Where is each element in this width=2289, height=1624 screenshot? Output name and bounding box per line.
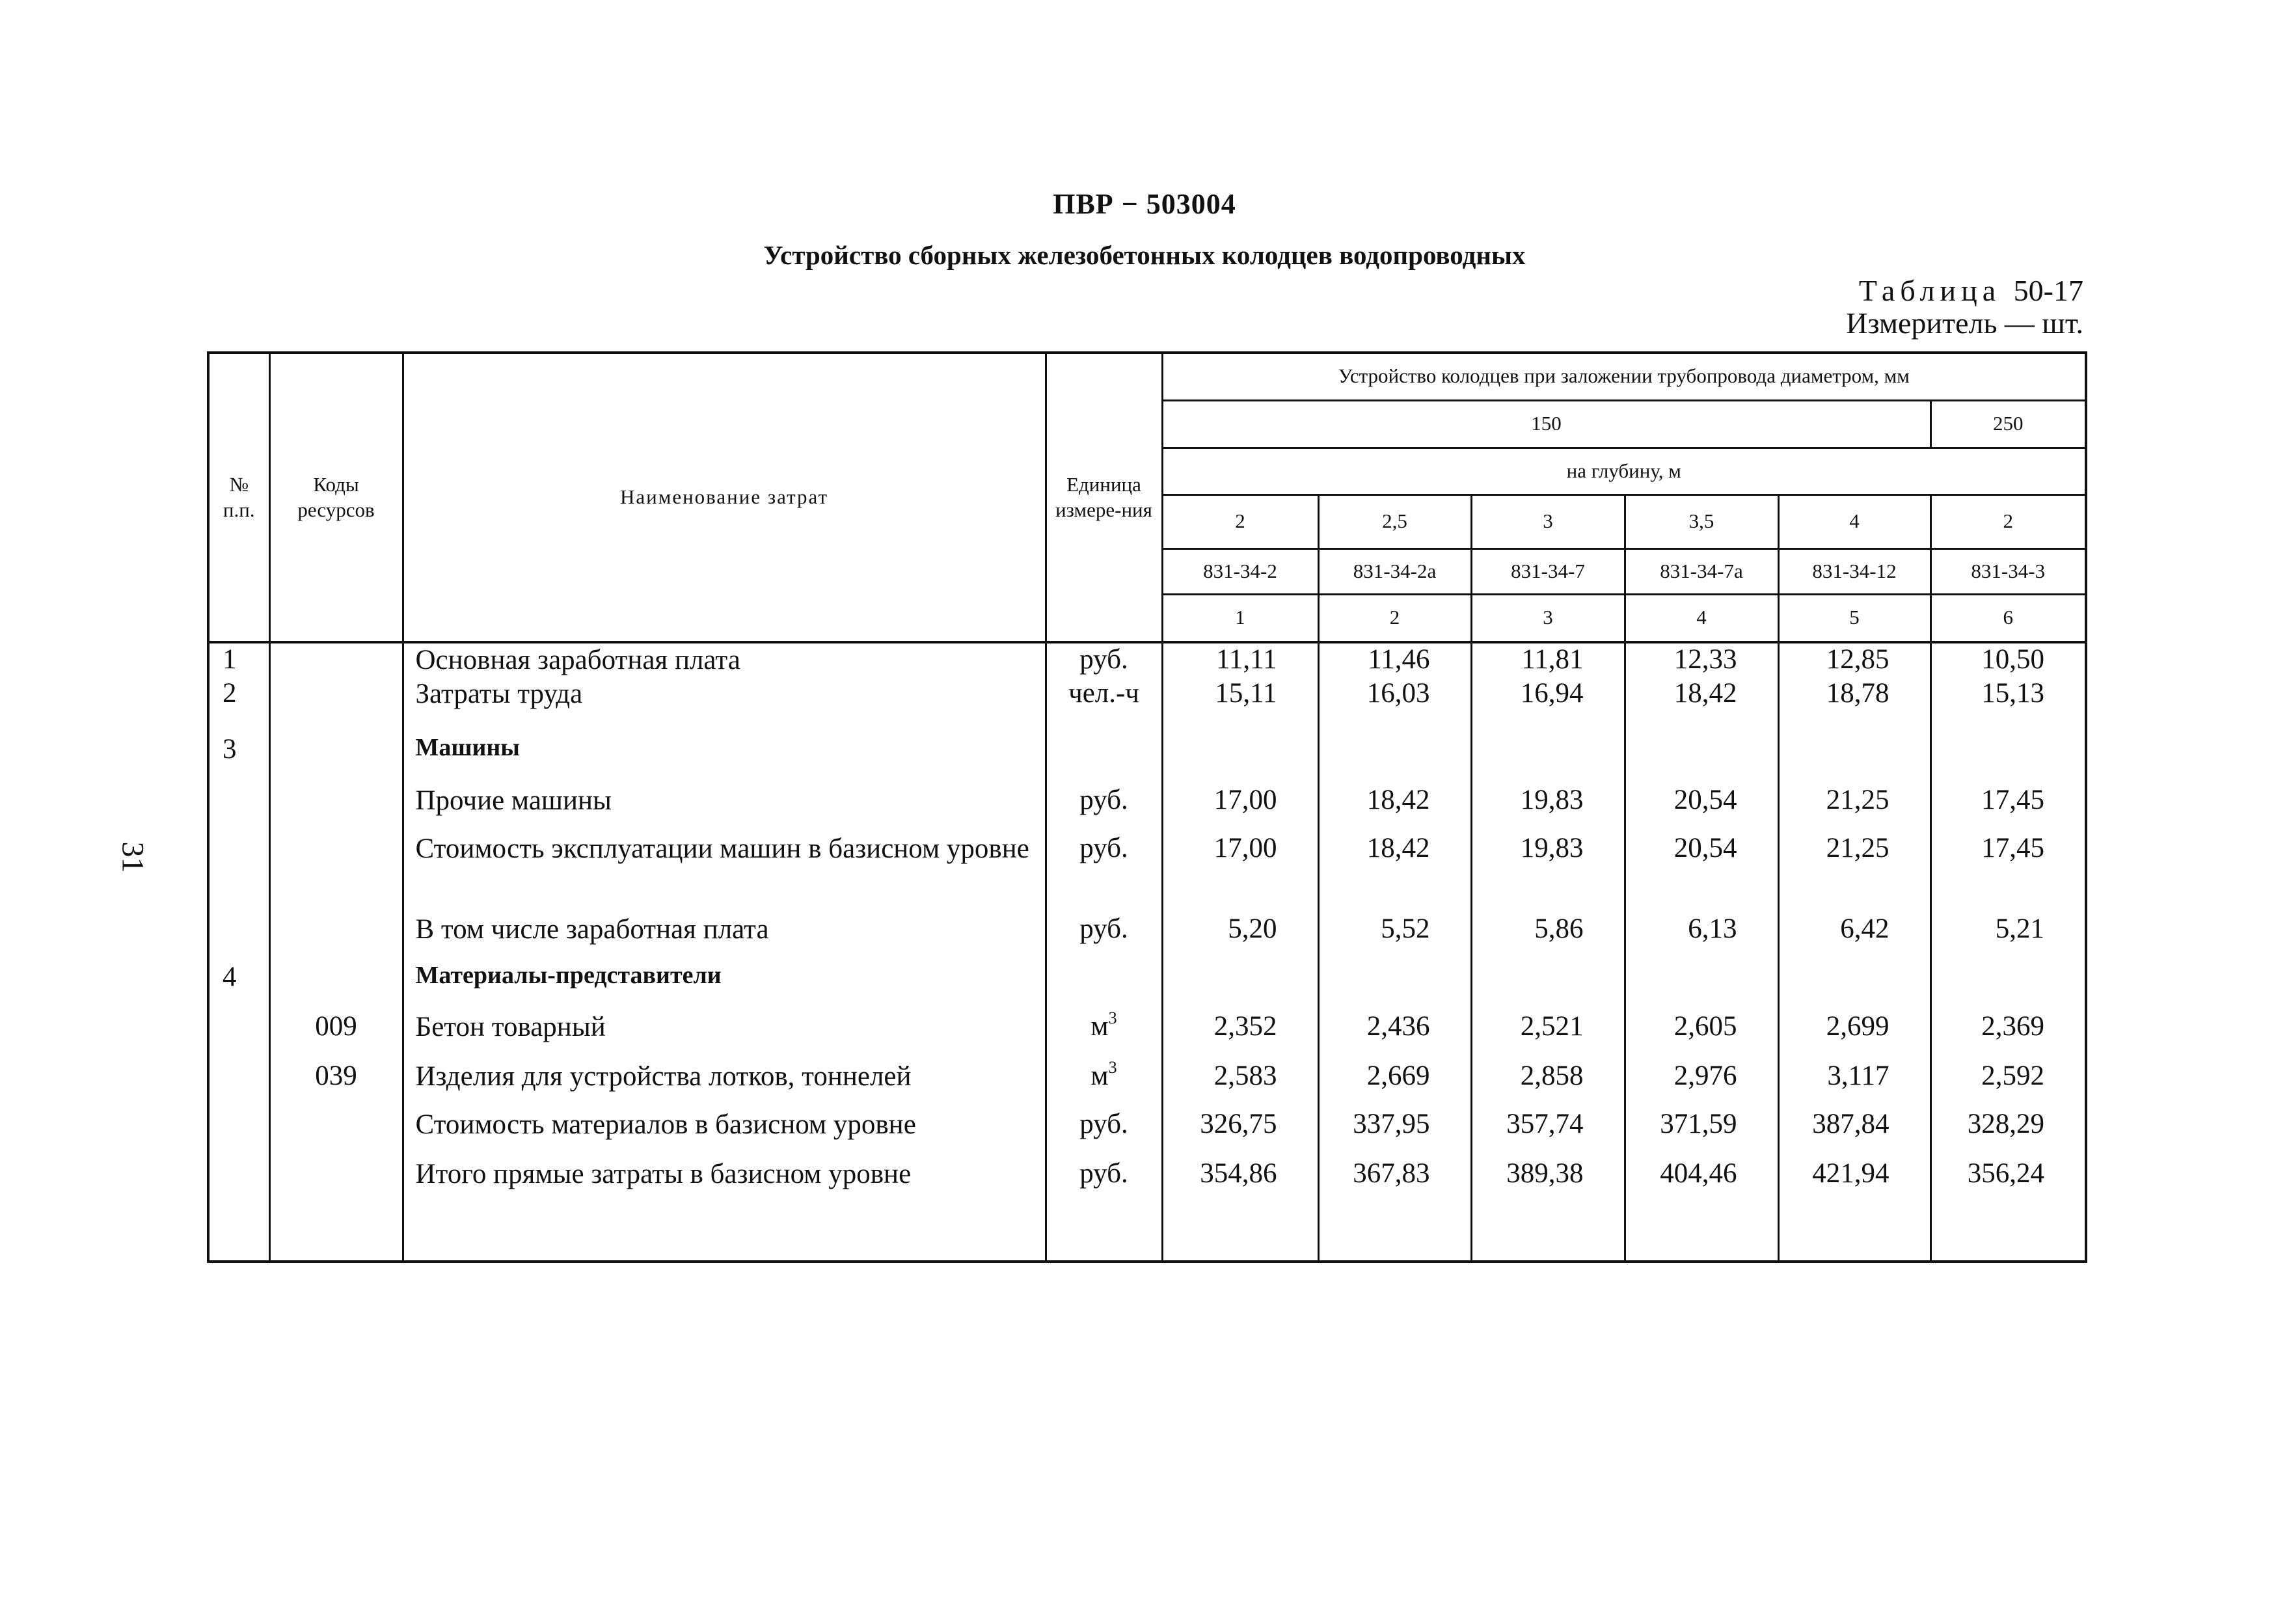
head-diameter-150: 150 (1162, 400, 1930, 448)
row-value-col-2: 16,03 (1318, 677, 1471, 728)
row-number (208, 1151, 269, 1262)
row-value-col-4: 20,54 (1625, 778, 1778, 826)
row-cost-name: Изделия для устройства лотков, тоннелей (403, 1053, 1046, 1102)
row-unit (1046, 906, 1162, 956)
row-cost-name: Основная заработная плата (403, 642, 1046, 677)
page-number: 31 (115, 841, 150, 873)
table-row (208, 728, 2086, 778)
row-value-col-3: 357,74 (1471, 1102, 1625, 1151)
head-depth-6: 2 (1930, 494, 2086, 548)
row-value-col-3 (1471, 956, 1625, 1004)
row-value-col-2: 2,436 (1318, 1004, 1471, 1053)
head-depth-5: 4 (1778, 494, 1930, 548)
row-unit-text: руб. (1079, 644, 1128, 675)
page-subtitle: Устройство сборных железобетонных колодцев водопроводных (763, 240, 1526, 270)
row-value-col-5: 6,42 (1778, 906, 1930, 956)
row-value-col-6: 2,369 (1930, 1004, 2086, 1053)
row-unit (1046, 1151, 1162, 1262)
table-row (208, 778, 2086, 826)
head-colnum-5: 5 (1778, 594, 1930, 642)
row-value-col-1: 2,583 (1162, 1053, 1318, 1102)
row-value-col-1: 17,00 (1162, 826, 1318, 906)
row-value-col-2: 5,52 (1318, 906, 1471, 956)
row-value-col-1: 354,86 (1162, 1151, 1318, 1262)
row-resource-code (269, 956, 403, 1004)
row-number (208, 906, 269, 956)
table-number-value: 50-17 (2013, 274, 2083, 307)
row-unit-text: руб. (1079, 913, 1128, 944)
row-number (208, 778, 269, 826)
row-number: 4 (208, 956, 269, 1004)
head-depth-4: 3,5 (1625, 494, 1778, 548)
head-code-col-4: 831-34-7а (1625, 548, 1778, 594)
row-unit-superscript: 3 (1108, 1008, 1117, 1027)
row-number (208, 826, 269, 906)
row-unit (1046, 1004, 1162, 1053)
table-label: Таблица (1858, 274, 2001, 307)
row-cost-name: Прочие машины (403, 778, 1046, 826)
head-code-col-1: 831-34-2 (1162, 548, 1318, 594)
row-value-col-3: 5,86 (1471, 906, 1625, 956)
head-depth-1: 2 (1162, 494, 1318, 548)
row-value-col-3: 2,858 (1471, 1053, 1625, 1102)
table-row (208, 826, 2086, 906)
head-code-col-6: 831-34-3 (1930, 548, 2086, 594)
row-value-col-2: 2,669 (1318, 1053, 1471, 1102)
row-value-col-3: 19,83 (1471, 778, 1625, 826)
row-unit (1046, 728, 1162, 778)
row-unit-text: руб. (1079, 1108, 1128, 1139)
row-unit-text: м (1090, 1060, 1109, 1091)
row-resource-code (269, 728, 403, 778)
row-unit (1046, 677, 1162, 728)
head-colnum-4: 4 (1625, 594, 1778, 642)
row-value-col-2: 18,42 (1318, 826, 1471, 906)
row-value-col-5: 2,699 (1778, 1004, 1930, 1053)
table-body (208, 642, 2086, 1262)
table-row (208, 1053, 2086, 1102)
row-value-col-2: 367,83 (1318, 1151, 1471, 1262)
row-value-col-4 (1625, 956, 1778, 1004)
table-row (208, 956, 2086, 1004)
row-value-col-1 (1162, 728, 1318, 778)
row-value-col-3: 16,94 (1471, 677, 1625, 728)
table-row (208, 906, 2086, 956)
row-number: 3 (208, 728, 269, 778)
row-number (208, 1053, 269, 1102)
row-cost-name: Материалы-представители (403, 956, 1046, 1004)
head-diameter-250: 250 (1930, 400, 2086, 448)
head-codes: Коды ресурсов (269, 353, 403, 642)
row-unit (1046, 642, 1162, 677)
row-number: 2 (208, 677, 269, 728)
row-value-col-5: 3,117 (1778, 1053, 1930, 1102)
row-unit (1046, 956, 1162, 1004)
row-resource-code (269, 677, 403, 728)
row-resource-code (269, 906, 403, 956)
row-value-col-4: 371,59 (1625, 1102, 1778, 1151)
row-value-col-6: 10,50 (1930, 642, 2086, 677)
row-cost-name: Стоимость эксплуатации машин в базисном уровне (403, 826, 1046, 906)
row-resource-code: 039 (269, 1053, 403, 1102)
row-unit (1046, 1102, 1162, 1151)
row-value-col-6: 356,24 (1930, 1151, 2086, 1262)
row-value-col-2 (1318, 728, 1471, 778)
head-colnum-6: 6 (1930, 594, 2086, 642)
row-cost-name: Стоимость материалов в базисном уровне (403, 1102, 1046, 1151)
row-value-col-4: 18,42 (1625, 677, 1778, 728)
measure-unit: Измеритель — шт. (1846, 306, 2083, 340)
head-code-col-2: 831-34-2а (1318, 548, 1471, 594)
row-resource-code (269, 1102, 403, 1151)
head-code-col-5: 831-34-12 (1778, 548, 1930, 594)
row-cost-name: Машины (403, 728, 1046, 778)
row-value-col-5: 12,85 (1778, 642, 1930, 677)
head-num: № п.п. (208, 353, 269, 642)
row-unit-superscript: 3 (1108, 1057, 1117, 1077)
row-value-col-1 (1162, 956, 1318, 1004)
row-unit-text: руб. (1079, 1157, 1128, 1189)
head-depth-3: 3 (1471, 494, 1625, 548)
table-row (208, 642, 2086, 677)
head-depth-2: 2,5 (1318, 494, 1471, 548)
row-number (208, 1004, 269, 1053)
row-value-col-6 (1930, 956, 2086, 1004)
head-name: Наименование затрат (403, 353, 1046, 642)
row-value-col-3: 389,38 (1471, 1151, 1625, 1262)
row-value-col-1: 11,11 (1162, 642, 1318, 677)
cost-table (207, 351, 2087, 1263)
row-value-col-4: 2,605 (1625, 1004, 1778, 1053)
row-value-col-2: 337,95 (1318, 1102, 1471, 1151)
row-value-col-2: 11,46 (1318, 642, 1471, 677)
row-unit-text: м (1090, 1010, 1109, 1042)
row-cost-name: Бетон товарный (403, 1004, 1046, 1053)
head-colnum-1: 1 (1162, 594, 1318, 642)
row-cost-name: В том числе заработная плата (403, 906, 1046, 956)
head-unit: Единица измере-ния (1046, 353, 1162, 642)
row-cost-name: Итого прямые затраты в базисном уровне (403, 1151, 1046, 1262)
row-value-col-5: 421,94 (1778, 1151, 1930, 1262)
row-value-col-1: 2,352 (1162, 1004, 1318, 1053)
row-resource-code (269, 1151, 403, 1262)
row-value-col-4: 12,33 (1625, 642, 1778, 677)
row-resource-code (269, 778, 403, 826)
row-unit (1046, 778, 1162, 826)
row-resource-code (269, 642, 403, 677)
table-row (208, 1102, 2086, 1151)
row-number: 1 (208, 642, 269, 677)
row-value-col-4: 6,13 (1625, 906, 1778, 956)
row-value-col-5: 18,78 (1778, 677, 1930, 728)
row-unit (1046, 1053, 1162, 1102)
row-value-col-6: 15,13 (1930, 677, 2086, 728)
row-value-col-5 (1778, 728, 1930, 778)
row-value-col-6: 17,45 (1930, 826, 2086, 906)
row-value-col-6 (1930, 728, 2086, 778)
row-value-col-4 (1625, 728, 1778, 778)
row-value-col-5 (1778, 956, 1930, 1004)
row-unit-text: чел.-ч (1068, 677, 1139, 709)
row-value-col-6: 17,45 (1930, 778, 2086, 826)
row-value-col-4: 404,46 (1625, 1151, 1778, 1262)
row-resource-code (269, 826, 403, 906)
row-unit (1046, 826, 1162, 906)
row-value-col-6: 5,21 (1930, 906, 2086, 956)
table-row (208, 1151, 2086, 1262)
row-value-col-1: 17,00 (1162, 778, 1318, 826)
head-colnum-2: 2 (1318, 594, 1471, 642)
row-value-col-6: 2,592 (1930, 1053, 2086, 1102)
row-value-col-3: 19,83 (1471, 826, 1625, 906)
row-value-col-4: 20,54 (1625, 826, 1778, 906)
page-title: ПВР − 503004 (1053, 188, 1236, 220)
head-depth: на глубину, м (1162, 448, 2086, 494)
row-value-col-1: 15,11 (1162, 677, 1318, 728)
row-value-col-3 (1471, 728, 1625, 778)
row-value-col-2: 18,42 (1318, 778, 1471, 826)
head-colnum-3: 3 (1471, 594, 1625, 642)
row-number (208, 1102, 269, 1151)
row-resource-code: 009 (269, 1004, 403, 1053)
row-value-col-5: 387,84 (1778, 1102, 1930, 1151)
row-value-col-3: 11,81 (1471, 642, 1625, 677)
head-group: Устройство колодцев при заложении трубопровода диаметром, мм (1162, 353, 2086, 400)
row-cost-name: Затраты труда (403, 677, 1046, 728)
table-row (208, 677, 2086, 728)
row-value-col-5: 21,25 (1778, 826, 1930, 906)
row-value-col-3: 2,521 (1471, 1004, 1625, 1053)
row-unit-text: руб. (1079, 784, 1128, 815)
row-value-col-6: 328,29 (1930, 1102, 2086, 1151)
row-value-col-1: 326,75 (1162, 1102, 1318, 1151)
table-row (208, 1004, 2086, 1053)
head-code-col-3: 831-34-7 (1471, 548, 1625, 594)
table-number (1859, 273, 2083, 308)
row-value-col-5: 21,25 (1778, 778, 1930, 826)
row-unit-text: руб. (1079, 832, 1128, 863)
row-value-col-4: 2,976 (1625, 1053, 1778, 1102)
row-value-col-1: 5,20 (1162, 906, 1318, 956)
row-value-col-2 (1318, 956, 1471, 1004)
